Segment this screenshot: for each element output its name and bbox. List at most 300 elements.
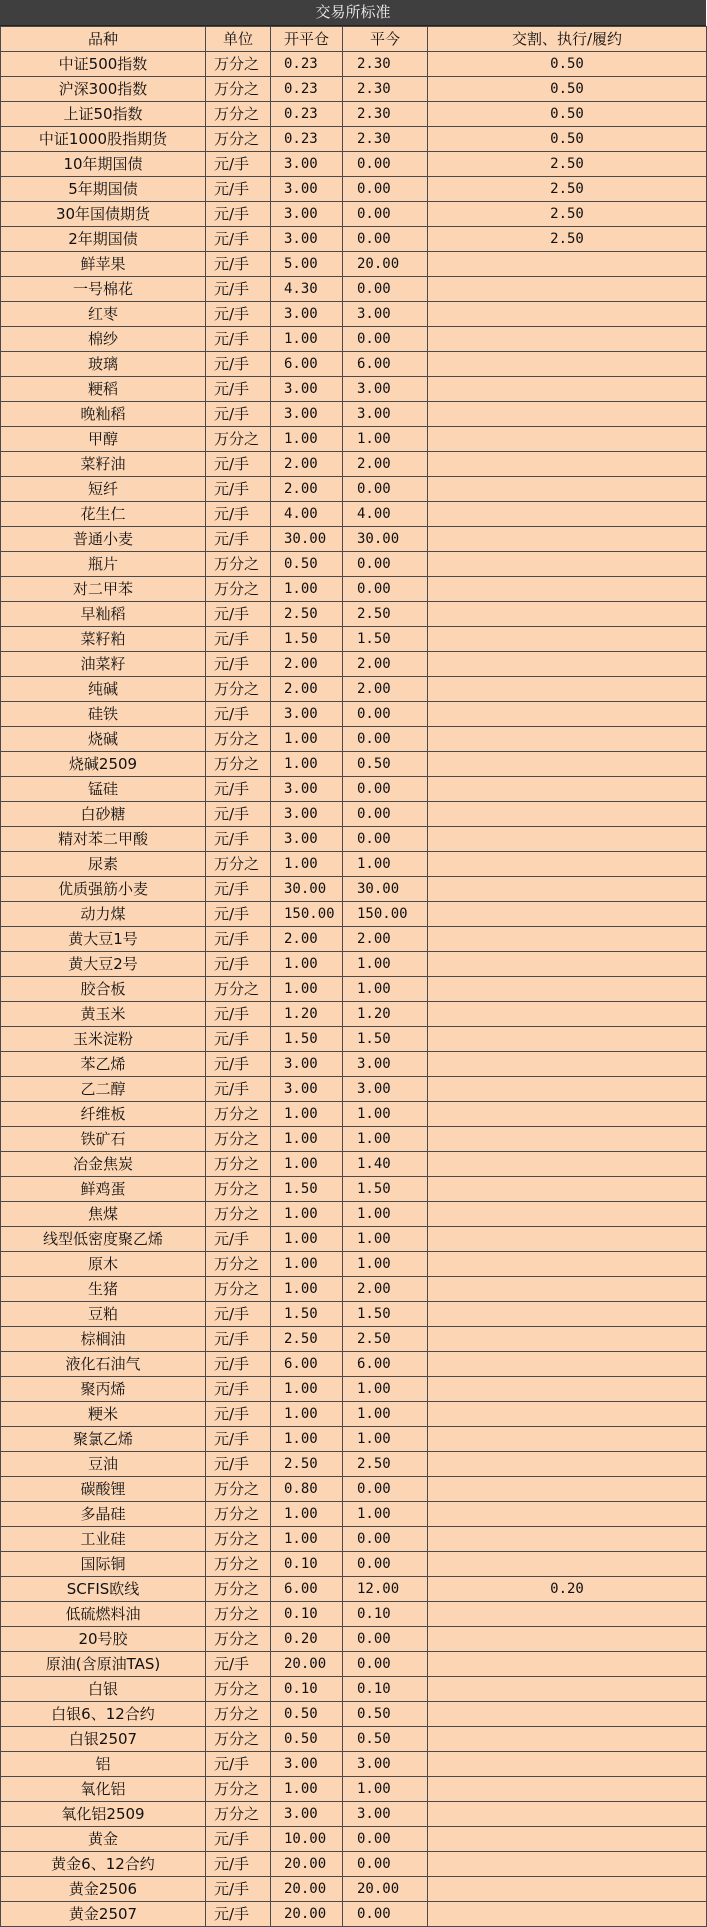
table-row (1, 1552, 707, 1577)
open-close-fee-cell: 3.00 (271, 377, 343, 402)
open-close-fee-cell: 2.00 (271, 927, 343, 952)
open-close-fee-cell: 20.00 (271, 1852, 343, 1877)
open-close-fee-cell: 0.10 (271, 1552, 343, 1577)
unit-cell: 元/手 (206, 802, 271, 827)
close-today-fee-cell: 6.00 (343, 1352, 428, 1377)
delivery-fee-cell (428, 1852, 707, 1877)
delivery-fee-cell (428, 677, 707, 702)
table-row (1, 402, 707, 427)
open-close-fee-cell: 4.00 (271, 502, 343, 527)
variety-cell: 低硫燃料油 (1, 1602, 206, 1627)
open-close-fee-cell: 0.23 (271, 77, 343, 102)
variety-cell: 瓶片 (1, 552, 206, 577)
unit-cell: 元/手 (206, 1027, 271, 1052)
table-row (1, 1877, 707, 1902)
delivery-fee-cell (428, 1627, 707, 1652)
open-close-fee-cell: 1.00 (271, 1227, 343, 1252)
open-close-fee-cell: 3.00 (271, 1802, 343, 1827)
delivery-fee-cell (428, 552, 707, 577)
variety-cell: 黄大豆2号 (1, 952, 206, 977)
unit-cell: 万分之 (206, 852, 271, 877)
open-close-fee-cell: 1.50 (271, 1027, 343, 1052)
delivery-fee-cell (428, 1502, 707, 1527)
variety-cell: 棉纱 (1, 327, 206, 352)
close-today-fee-cell: 0.00 (343, 1902, 428, 1927)
variety-cell: 中证1000股指期货 (1, 127, 206, 152)
unit-cell: 万分之 (206, 1577, 271, 1602)
delivery-fee-cell (428, 602, 707, 627)
table-row (1, 627, 707, 652)
variety-cell: 动力煤 (1, 902, 206, 927)
delivery-fee-cell (428, 1302, 707, 1327)
close-today-fee-cell: 1.00 (343, 1252, 428, 1277)
variety-cell: 花生仁 (1, 502, 206, 527)
table-row (1, 977, 707, 1002)
unit-cell: 万分之 (206, 752, 271, 777)
close-today-fee-cell: 6.00 (343, 352, 428, 377)
open-close-fee-cell: 0.50 (271, 1702, 343, 1727)
open-close-fee-cell: 30.00 (271, 877, 343, 902)
close-today-fee-cell: 1.00 (343, 1102, 428, 1127)
delivery-fee-cell (428, 277, 707, 302)
variety-cell: 中证500指数 (1, 52, 206, 77)
unit-cell: 万分之 (206, 1552, 271, 1577)
unit-cell: 元/手 (206, 477, 271, 502)
variety-cell: 铝 (1, 1752, 206, 1777)
open-close-fee-cell: 1.50 (271, 1302, 343, 1327)
table-row (1, 1202, 707, 1227)
close-today-fee-cell: 1.00 (343, 977, 428, 1002)
delivery-fee-cell (428, 1677, 707, 1702)
table-row (1, 852, 707, 877)
open-close-fee-cell: 3.00 (271, 802, 343, 827)
delivery-fee-cell (428, 1427, 707, 1452)
unit-cell: 元/手 (206, 1327, 271, 1352)
unit-cell: 万分之 (206, 577, 271, 602)
unit-cell: 万分之 (206, 1202, 271, 1227)
unit-cell: 元/手 (206, 327, 271, 352)
close-today-fee-cell: 1.00 (343, 952, 428, 977)
close-today-fee-cell: 0.00 (343, 177, 428, 202)
delivery-fee-cell (428, 927, 707, 952)
unit-cell: 元/手 (206, 1752, 271, 1777)
delivery-fee-cell (428, 452, 707, 477)
unit-cell: 万分之 (206, 1527, 271, 1552)
variety-cell: 鲜苹果 (1, 252, 206, 277)
unit-cell: 元/手 (206, 452, 271, 477)
table-row (1, 702, 707, 727)
open-close-fee-cell: 3.00 (271, 402, 343, 427)
delivery-fee-cell (428, 427, 707, 452)
close-today-fee-cell: 20.00 (343, 1877, 428, 1902)
variety-cell: 粳米 (1, 1402, 206, 1427)
table-row (1, 1577, 707, 1602)
close-today-fee-cell: 0.00 (343, 152, 428, 177)
variety-cell: 尿素 (1, 852, 206, 877)
open-close-fee-cell: 1.00 (271, 952, 343, 977)
delivery-fee-cell (428, 1377, 707, 1402)
delivery-fee-cell (428, 1877, 707, 1902)
unit-cell: 元/手 (206, 1877, 271, 1902)
open-close-fee-cell: 1.00 (271, 1527, 343, 1552)
unit-cell: 万分之 (206, 1177, 271, 1202)
variety-cell: 10年期国债 (1, 152, 206, 177)
variety-cell: 20号胶 (1, 1627, 206, 1652)
variety-cell: 冶金焦炭 (1, 1152, 206, 1177)
table-row (1, 227, 707, 252)
unit-cell: 元/手 (206, 652, 271, 677)
variety-cell: 黄金2507 (1, 1902, 206, 1927)
close-today-fee-cell: 2.00 (343, 1277, 428, 1302)
delivery-fee-cell (428, 1027, 707, 1052)
unit-cell: 元/手 (206, 1077, 271, 1102)
close-today-fee-cell: 1.20 (343, 1002, 428, 1027)
unit-cell: 万分之 (206, 1502, 271, 1527)
open-close-fee-cell: 0.20 (271, 1627, 343, 1652)
delivery-fee-cell (428, 1002, 707, 1027)
open-close-fee-cell: 1.00 (271, 1127, 343, 1152)
delivery-fee-cell (428, 377, 707, 402)
variety-cell: 黄金2506 (1, 1877, 206, 1902)
close-today-fee-cell: 30.00 (343, 877, 428, 902)
unit-cell: 元/手 (206, 277, 271, 302)
table-row (1, 677, 707, 702)
open-close-fee-cell: 6.00 (271, 352, 343, 377)
table-row (1, 1602, 707, 1627)
close-today-fee-cell: 20.00 (343, 252, 428, 277)
table-row (1, 1477, 707, 1502)
delivery-fee-cell (428, 777, 707, 802)
table-row (1, 927, 707, 952)
table-row (1, 1777, 707, 1802)
variety-cell: 纯碱 (1, 677, 206, 702)
delivery-fee-cell (428, 1327, 707, 1352)
delivery-fee-cell (428, 1277, 707, 1302)
open-close-fee-cell: 1.00 (271, 1102, 343, 1127)
delivery-fee-cell: 2.50 (428, 177, 707, 202)
open-close-fee-cell: 1.00 (271, 1777, 343, 1802)
variety-cell: 豆粕 (1, 1302, 206, 1327)
table-row (1, 527, 707, 552)
open-close-fee-cell: 1.00 (271, 1252, 343, 1277)
close-today-fee-cell: 1.50 (343, 1302, 428, 1327)
unit-cell: 元/手 (206, 1652, 271, 1677)
unit-cell: 万分之 (206, 1102, 271, 1127)
unit-cell: 元/手 (206, 252, 271, 277)
delivery-fee-cell (428, 1727, 707, 1752)
delivery-fee-cell: 0.50 (428, 77, 707, 102)
table-row (1, 1902, 707, 1927)
close-today-fee-cell: 0.00 (343, 702, 428, 727)
close-today-fee-cell: 0.00 (343, 777, 428, 802)
unit-cell: 万分之 (206, 727, 271, 752)
open-close-fee-cell: 1.20 (271, 1002, 343, 1027)
open-close-fee-cell: 3.00 (271, 177, 343, 202)
delivery-fee-cell (428, 727, 707, 752)
delivery-fee-cell (428, 1902, 707, 1927)
delivery-fee-cell (428, 1702, 707, 1727)
header-row (1, 27, 707, 52)
close-today-fee-cell: 0.00 (343, 1852, 428, 1877)
unit-cell: 元/手 (206, 1402, 271, 1427)
delivery-fee-cell: 0.50 (428, 127, 707, 152)
variety-cell: SCFIS欧线 (1, 1577, 206, 1602)
open-close-fee-cell: 2.00 (271, 652, 343, 677)
table-row (1, 1452, 707, 1477)
unit-cell: 万分之 (206, 1277, 271, 1302)
open-close-fee-cell: 3.00 (271, 777, 343, 802)
table-title: 交易所标准 (0, 0, 706, 26)
variety-cell: 豆油 (1, 1452, 206, 1477)
variety-cell: 烧碱2509 (1, 752, 206, 777)
table-row (1, 577, 707, 602)
variety-cell: 国际铜 (1, 1552, 206, 1577)
delivery-fee-cell (428, 877, 707, 902)
delivery-fee-cell: 0.20 (428, 1577, 707, 1602)
close-today-fee-cell: 30.00 (343, 527, 428, 552)
variety-cell: 一号棉花 (1, 277, 206, 302)
open-close-fee-cell: 3.00 (271, 1052, 343, 1077)
variety-cell: 红枣 (1, 302, 206, 327)
delivery-fee-cell: 2.50 (428, 152, 707, 177)
close-today-fee-cell: 0.00 (343, 727, 428, 752)
variety-cell: 鲜鸡蛋 (1, 1177, 206, 1202)
table-row (1, 877, 707, 902)
open-close-fee-cell: 6.00 (271, 1352, 343, 1377)
delivery-fee-cell (428, 1152, 707, 1177)
delivery-fee-cell (428, 652, 707, 677)
delivery-fee-cell (428, 527, 707, 552)
close-today-fee-cell: 2.00 (343, 652, 428, 677)
open-close-fee-cell: 1.00 (271, 327, 343, 352)
close-today-fee-cell: 0.00 (343, 327, 428, 352)
delivery-fee-cell (428, 952, 707, 977)
variety-cell: 白砂糖 (1, 802, 206, 827)
open-close-fee-cell: 3.00 (271, 827, 343, 852)
unit-cell: 万分之 (206, 1602, 271, 1627)
delivery-fee-cell (428, 577, 707, 602)
delivery-fee-cell (428, 1252, 707, 1277)
delivery-fee-cell (428, 1052, 707, 1077)
unit-cell: 元/手 (206, 502, 271, 527)
delivery-fee-cell (428, 1752, 707, 1777)
delivery-fee-cell (428, 1802, 707, 1827)
close-today-fee-cell: 1.00 (343, 1227, 428, 1252)
table-row (1, 277, 707, 302)
variety-cell: 30年国债期货 (1, 202, 206, 227)
unit-cell: 万分之 (206, 102, 271, 127)
table-row (1, 152, 707, 177)
table-row (1, 1827, 707, 1852)
table-row (1, 1352, 707, 1377)
unit-cell: 万分之 (206, 1627, 271, 1652)
open-close-fee-cell: 3.00 (271, 1752, 343, 1777)
unit-cell: 万分之 (206, 1702, 271, 1727)
variety-cell: 锰硅 (1, 777, 206, 802)
close-today-fee-cell: 1.40 (343, 1152, 428, 1177)
open-close-fee-cell: 2.50 (271, 1452, 343, 1477)
delivery-fee-cell (428, 1652, 707, 1677)
table-row (1, 1402, 707, 1427)
close-today-fee-cell: 2.50 (343, 1452, 428, 1477)
variety-cell: 沪深300指数 (1, 77, 206, 102)
variety-cell: 多晶硅 (1, 1502, 206, 1527)
table-row (1, 1802, 707, 1827)
close-today-fee-cell: 0.50 (343, 1702, 428, 1727)
delivery-fee-cell (428, 1477, 707, 1502)
delivery-fee-cell (428, 1777, 707, 1802)
table-row (1, 427, 707, 452)
close-today-fee-cell: 1.00 (343, 1127, 428, 1152)
table-row (1, 452, 707, 477)
open-close-fee-cell: 1.00 (271, 577, 343, 602)
delivery-fee-cell (428, 1452, 707, 1477)
close-today-fee-cell: 0.50 (343, 1727, 428, 1752)
open-close-fee-cell: 1.00 (271, 1402, 343, 1427)
unit-cell: 元/手 (206, 1452, 271, 1477)
open-close-fee-cell: 0.23 (271, 52, 343, 77)
variety-cell: 玉米淀粉 (1, 1027, 206, 1052)
close-today-fee-cell: 0.00 (343, 277, 428, 302)
unit-cell: 元/手 (206, 1002, 271, 1027)
variety-cell: 生猪 (1, 1277, 206, 1302)
unit-cell: 元/手 (206, 702, 271, 727)
table-row (1, 1377, 707, 1402)
variety-cell: 白银6、12合约 (1, 1702, 206, 1727)
variety-cell: 烧碱 (1, 727, 206, 752)
unit-cell: 元/手 (206, 927, 271, 952)
close-today-fee-cell: 2.00 (343, 677, 428, 702)
unit-cell: 元/手 (206, 952, 271, 977)
unit-cell: 万分之 (206, 552, 271, 577)
close-today-fee-cell: 2.00 (343, 927, 428, 952)
open-close-fee-cell: 1.00 (271, 1277, 343, 1302)
variety-cell: 白银 (1, 1677, 206, 1702)
close-today-fee-cell: 1.50 (343, 1177, 428, 1202)
table-row (1, 202, 707, 227)
delivery-fee-cell: 0.50 (428, 102, 707, 127)
unit-cell: 元/手 (206, 1902, 271, 1927)
variety-cell: 白银2507 (1, 1727, 206, 1752)
close-today-fee-cell: 3.00 (343, 1802, 428, 1827)
variety-cell: 晚籼稻 (1, 402, 206, 427)
unit-cell: 万分之 (206, 1477, 271, 1502)
column-header-unit: 单位 (206, 27, 271, 52)
table-row (1, 477, 707, 502)
unit-cell: 元/手 (206, 1852, 271, 1877)
unit-cell: 元/手 (206, 877, 271, 902)
close-today-fee-cell: 4.00 (343, 502, 428, 527)
delivery-fee-cell (428, 1227, 707, 1252)
variety-cell: 原油(含原油TAS) (1, 1652, 206, 1677)
variety-cell: 对二甲苯 (1, 577, 206, 602)
delivery-fee-cell: 0.50 (428, 52, 707, 77)
close-today-fee-cell: 1.00 (343, 1777, 428, 1802)
close-today-fee-cell: 0.00 (343, 1477, 428, 1502)
close-today-fee-cell: 0.00 (343, 552, 428, 577)
variety-cell: 菜籽油 (1, 452, 206, 477)
table-row (1, 1227, 707, 1252)
variety-cell: 棕榈油 (1, 1327, 206, 1352)
close-today-fee-cell: 0.00 (343, 477, 428, 502)
close-today-fee-cell: 1.50 (343, 627, 428, 652)
unit-cell: 万分之 (206, 1127, 271, 1152)
variety-cell: 焦煤 (1, 1202, 206, 1227)
unit-cell: 万分之 (206, 1152, 271, 1177)
variety-cell: 黄金 (1, 1827, 206, 1852)
unit-cell: 元/手 (206, 377, 271, 402)
close-today-fee-cell: 1.00 (343, 1402, 428, 1427)
variety-cell: 聚氯乙烯 (1, 1427, 206, 1452)
delivery-fee-cell (428, 902, 707, 927)
close-today-fee-cell: 0.00 (343, 577, 428, 602)
table-row (1, 727, 707, 752)
close-today-fee-cell: 0.50 (343, 752, 428, 777)
column-header-variety: 品种 (1, 27, 206, 52)
close-today-fee-cell: 0.00 (343, 1627, 428, 1652)
close-today-fee-cell: 0.00 (343, 227, 428, 252)
unit-cell: 万分之 (206, 52, 271, 77)
open-close-fee-cell: 3.00 (271, 1077, 343, 1102)
unit-cell: 元/手 (206, 402, 271, 427)
column-header-delivery: 交割、执行/履约 (428, 27, 707, 52)
delivery-fee-cell (428, 1602, 707, 1627)
table-row (1, 1427, 707, 1452)
delivery-fee-cell (428, 752, 707, 777)
delivery-fee-cell (428, 1552, 707, 1577)
unit-cell: 万分之 (206, 1727, 271, 1752)
table-row (1, 252, 707, 277)
variety-cell: 工业硅 (1, 1527, 206, 1552)
close-today-fee-cell: 2.50 (343, 602, 428, 627)
unit-cell: 万分之 (206, 977, 271, 1002)
open-close-fee-cell: 3.00 (271, 227, 343, 252)
unit-cell: 元/手 (206, 302, 271, 327)
open-close-fee-cell: 4.30 (271, 277, 343, 302)
table-row (1, 1702, 707, 1727)
unit-cell: 元/手 (206, 627, 271, 652)
variety-cell: 粳稻 (1, 377, 206, 402)
open-close-fee-cell: 1.00 (271, 727, 343, 752)
unit-cell: 元/手 (206, 527, 271, 552)
close-today-fee-cell: 150.00 (343, 902, 428, 927)
delivery-fee-cell (428, 1527, 707, 1552)
open-close-fee-cell: 1.00 (271, 1377, 343, 1402)
unit-cell: 万分之 (206, 677, 271, 702)
delivery-fee-cell (428, 1102, 707, 1127)
close-today-fee-cell: 2.30 (343, 127, 428, 152)
variety-cell: 上证50指数 (1, 102, 206, 127)
delivery-fee-cell (428, 252, 707, 277)
variety-cell: 黄金6、12合约 (1, 1852, 206, 1877)
open-close-fee-cell: 0.23 (271, 102, 343, 127)
open-close-fee-cell: 0.10 (271, 1602, 343, 1627)
table-row (1, 752, 707, 777)
close-today-fee-cell: 2.50 (343, 1327, 428, 1352)
table-row (1, 352, 707, 377)
unit-cell: 元/手 (206, 177, 271, 202)
open-close-fee-cell: 1.00 (271, 852, 343, 877)
table-row (1, 1127, 707, 1152)
table-row (1, 552, 707, 577)
table-row (1, 602, 707, 627)
column-header-open-close: 开平仓 (271, 27, 343, 52)
close-today-fee-cell: 12.00 (343, 1577, 428, 1602)
variety-cell: 液化石油气 (1, 1352, 206, 1377)
close-today-fee-cell: 3.00 (343, 1752, 428, 1777)
unit-cell: 元/手 (206, 1227, 271, 1252)
close-today-fee-cell: 1.00 (343, 427, 428, 452)
